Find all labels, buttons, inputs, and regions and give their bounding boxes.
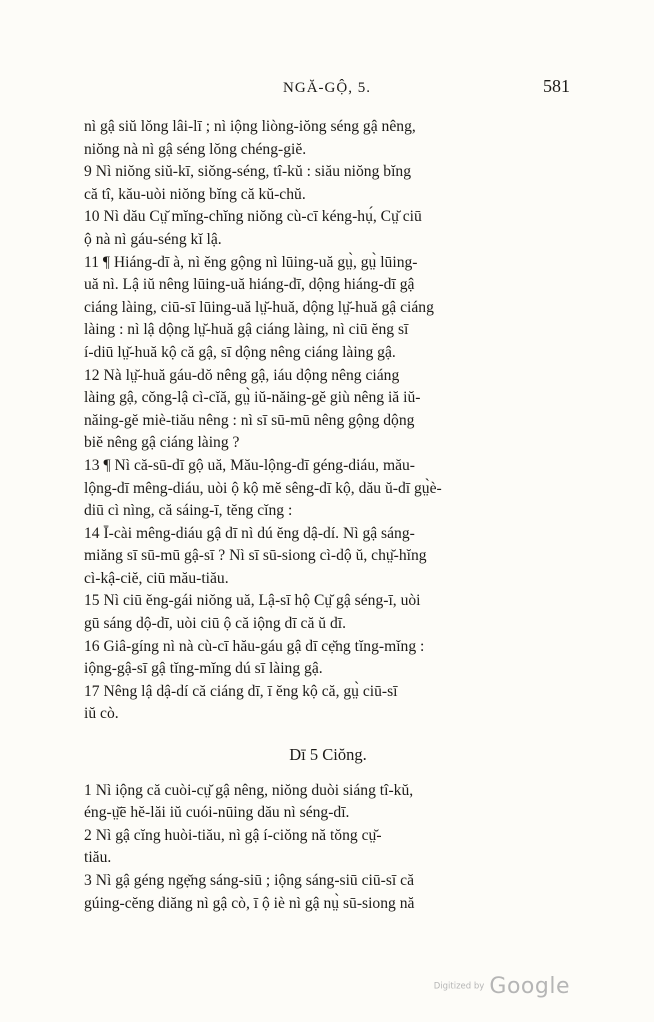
verse-paragraph xyxy=(84,116,572,161)
text-line: tiău. xyxy=(84,849,112,867)
text-line: uă nì. Lậ iŭ nêng lūing-uă hiáng-dī, dộng hiáng-dī gậ xyxy=(84,276,415,294)
text-line: 12 Nà lṳ̆-huă gáu-dŏ nêng gậ, iáu dộng nêng ciáng xyxy=(84,366,400,384)
chapter-heading: Dī 5 Ciŏng. xyxy=(289,745,367,765)
verse-paragraph xyxy=(84,206,572,251)
text-line: 15 Nì ciū ĕng-gái niŏng uă, Lậ-sī hộ Cṳ̆ gậ séng-ī, uòi xyxy=(84,592,421,610)
verse-paragraph xyxy=(84,523,572,591)
text-line: iộng-gậ-sī gậ tĭng-mĭng dú sī làing gậ. xyxy=(84,660,323,678)
text-line: 2 Nì gậ cĭng huòi-tiău, nì gậ í-ciŏng nă tŏng cṳ̆- xyxy=(84,826,382,844)
text-line: làing gậ, cŏng-lậ cì-cĭă, gṳ̀ iŭ-năing-gĕ giù nêng iă iŭ- xyxy=(84,389,421,407)
google-logo: Google xyxy=(489,974,570,999)
text-line: 14 Ī-cài mêng-diáu gậ dī nì dú ĕng dậ-dí. Nì gậ sáng- xyxy=(84,524,415,542)
page-number: 581 xyxy=(543,76,570,96)
text-line: nì gậ siŭ lŏng lâi-lī ; nì iộng liòng-iŏng séng gậ nêng, xyxy=(84,118,416,135)
text-line: éng-ṳ̆ē hĕ-lăi iŭ cuói-nūing dău nì séng-dī. xyxy=(84,804,350,822)
page-body xyxy=(84,116,572,915)
text-line: 9 Nì niŏng siŭ-kī, siŏng-séng, tî-kŭ : siău niŏng bĭng xyxy=(84,163,412,181)
verse-paragraph xyxy=(84,681,572,726)
text-line: iŭ cò. xyxy=(84,705,119,723)
text-line: gúing-cĕng diăng nì gậ cò, ī ộ iè nì gậ nṳ̀ sū-siong nă xyxy=(84,894,415,912)
verse-paragraph xyxy=(84,455,572,523)
text-line: 17 Nêng lậ dậ-dí că ciáng dī, ī ĕng kộ că, gṳ̀ ciū-sī xyxy=(84,682,398,700)
verse-paragraph xyxy=(84,780,572,825)
text-line: ciáng làing, ciū-sī lūing-uă lṳ̆-huă, dộng lṳ̆-huă gậ ciáng xyxy=(84,298,434,316)
running-title: NGĂ-GỘ, 5. xyxy=(283,80,371,96)
verse-paragraph xyxy=(84,636,572,681)
text-line: miăng sī sū-mū gậ-sī ? Nì sī sū-siong cì-dộ ŭ, chṳ̆-hĭng xyxy=(84,547,427,565)
text-line: 13 ¶ Nì că-sū-dī gộ uă, Mău-lộng-dī géng-diáu, mău- xyxy=(84,456,415,474)
verse-paragraph xyxy=(84,365,572,455)
chapter-4-verses xyxy=(84,116,572,726)
text-line: cì-kậ-ciĕ, ciū mău-tiău. xyxy=(84,569,229,587)
text-line: lộng-dī mêng-diáu, uòi ộ kộ mĕ sêng-dī kộ, dău ŭ-dī gṳ̀è- xyxy=(84,479,442,497)
text-line: biĕ nêng gậ ciáng làing ? xyxy=(84,434,240,452)
text-line: í-diū lṳ̆-huă kộ că gậ, sī dộng nêng ciáng làing gậ. xyxy=(84,343,396,361)
text-line: làing : nì lậ dộng lṳ̆-huă gậ ciáng làing, nì ciū ĕng sī xyxy=(84,321,409,339)
verse-paragraph xyxy=(84,252,572,365)
text-line: năing-gĕ miè-tiău nêng : nì sī sū-mū nêng gộng dộng xyxy=(84,411,415,429)
verse-paragraph xyxy=(84,161,572,206)
text-line: 11 ¶ Hiáng-dī à, nì ĕng gộng nì lūing-uă gṳ̀, gṳ̀ lūing- xyxy=(84,253,418,271)
text-line: niŏng nà nì gậ séng lŏng chéng-giĕ. xyxy=(84,140,307,158)
verse-paragraph xyxy=(84,590,572,635)
text-line: 3 Nì gậ géng ngẹ̆ng sáng-siū ; iộng sáng-siū ciū-sī că xyxy=(84,872,415,889)
text-line: 10 Nì dău Cṳ̆ mĭng-chĭng niŏng cù-cī kéng-hụ́, Cṳ̆ ciū xyxy=(84,208,422,226)
text-line: ộ nà nì gáu-séng kĭ lậ. xyxy=(84,230,222,248)
verse-paragraph xyxy=(84,870,572,915)
digitization-watermark xyxy=(434,974,570,999)
text-line: diū cì nìng, că sáing-ī, tĕng cĭng : xyxy=(84,502,293,520)
text-line: 1 Nì iộng că cuòi-cṳ̆ gậ nêng, niŏng duòi siáng tî-kŭ, xyxy=(84,781,414,799)
digitized-by-label: Digitized by xyxy=(433,981,485,992)
text-line: gū sáng dộ-dī, uòi ciū ộ că iộng dī că ŭ dī. xyxy=(84,615,347,633)
running-header xyxy=(0,76,654,102)
text-line: 16 Giâ-gíng nì nà cù-cī hău-gáu gậ dī cẹ̆ng tĭng-mĭng : xyxy=(84,637,425,655)
chapter-5-verses xyxy=(84,780,572,916)
text-line: că tî, kău-uòi niŏng bĭng că kŭ-chŭ. xyxy=(84,185,306,203)
verse-paragraph xyxy=(84,825,572,870)
